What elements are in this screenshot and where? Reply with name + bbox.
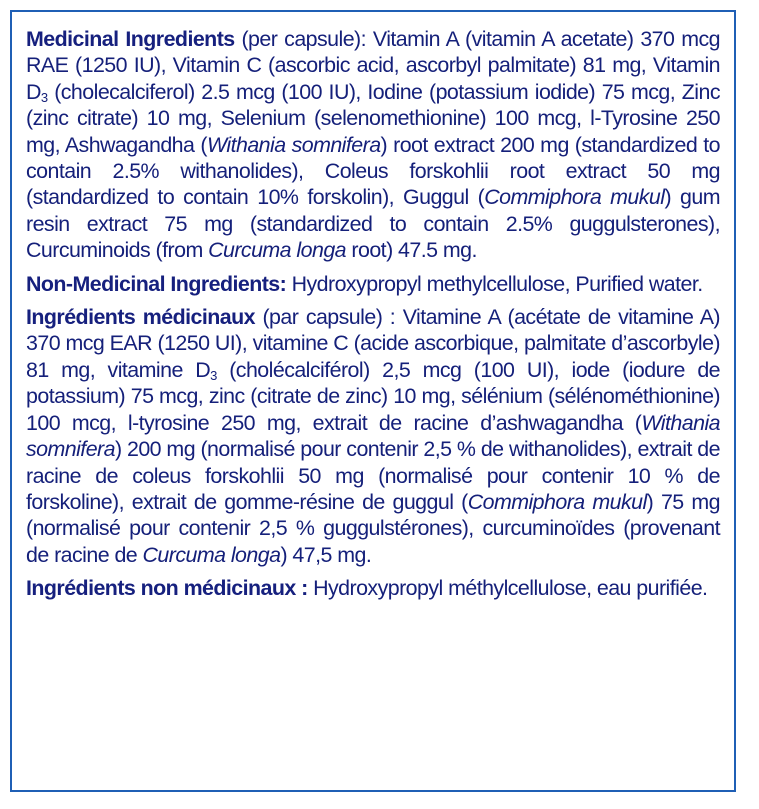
ingredient-text: (per capsule): Vitamin A (vitamin A acetate) 370 mcg RAE (1250 IU), Vitamin C (ascorbic acid, ascorbyl palmitate) 81 mg, Vitamin D [26, 27, 720, 104]
botanical-name: Commiphora mukul [484, 185, 665, 210]
ingredient-text: (par capsule) : Vitamine A (acétate de vitamine A) 370 mcg EAR (1250 UI), vitamine C (acide ascorbique, palmitate d’ascorbyle) 81 mg, vitamine D [26, 305, 720, 382]
ingredients-panel [10, 10, 736, 792]
ingredient-text: ) 47,5 mg. [280, 542, 372, 567]
section-heading: Medicinal Ingredients [26, 27, 235, 51]
ingredient-text: (cholécalciférol) 2,5 mcg (100 UI), iode (iodure de potassium) 75 mcg, zinc (citrate de zinc) 10 mg, sélénium (sélénométhionine) 100 mcg, l-tyrosine 250 mg, extrait de racine d’ashwagandha ( [26, 357, 721, 435]
botanical-name: Commiphora mukul [467, 489, 647, 514]
botanical-name: Curcuma longa [142, 542, 281, 567]
ingredient-text: ) root extract 200 mg (standardized to contain 2.5% withanolides), Coleus forskohlii root extract 50 mg (standardized to contain 10% forskolin), Guggul ( [26, 132, 720, 210]
ingredient-text: Hydroxypropyl méthylcellulose, eau purifiée. [307, 576, 708, 601]
english-medicinal-ingredients [26, 26, 720, 264]
botanical-name: Withania somnifera [26, 410, 720, 462]
ingredient-text: ) 200 mg (normalisé pour contenir 2,5 % de withanolides), extrait de racine de coleus forskohlii 50 mg (normalisé pour contenir 10 % de forskoline), extrait de gomme-résine de guggul ( [26, 437, 720, 514]
ingredient-text: (cholecalciferol) 2.5 mcg (100 IU), Iodine (potassium iodide) 75 mcg, Zinc (zinc citrate) 10 mg, Selenium (selenomethionine) 100 mcg, l-Tyrosine 250 mg, Ashwagandha ( [26, 79, 720, 157]
subscript: 3 [210, 367, 217, 383]
french-non-medicinal-ingredients [26, 575, 720, 601]
botanical-name: Withania somnifera [206, 132, 381, 157]
ingredient-text: ) gum resin extract 75 mg (standardized to contain 2.5% guggulsterones), Curcuminoids (from [26, 185, 720, 263]
subscript: 3 [40, 89, 48, 105]
ingredient-text: root) 47.5 mg. [346, 238, 477, 263]
ingredient-text: Hydroxypropyl methylcellulose, Purified water. [286, 271, 703, 296]
ingredient-text: ) 75 mg (normalisé pour contenir 2,5 % guggulstérones), curcuminoïdes (provenant de racine de [26, 489, 720, 567]
section-heading: Non-Medicinal Ingredients: [26, 271, 287, 296]
english-non-medicinal-ingredients [26, 271, 720, 297]
section-heading: Ingrédients non médicinaux : [26, 576, 308, 601]
section-heading: Ingrédients médicinaux [26, 305, 255, 330]
french-medicinal-ingredients [26, 304, 720, 568]
botanical-name: Curcuma longa [208, 238, 347, 263]
